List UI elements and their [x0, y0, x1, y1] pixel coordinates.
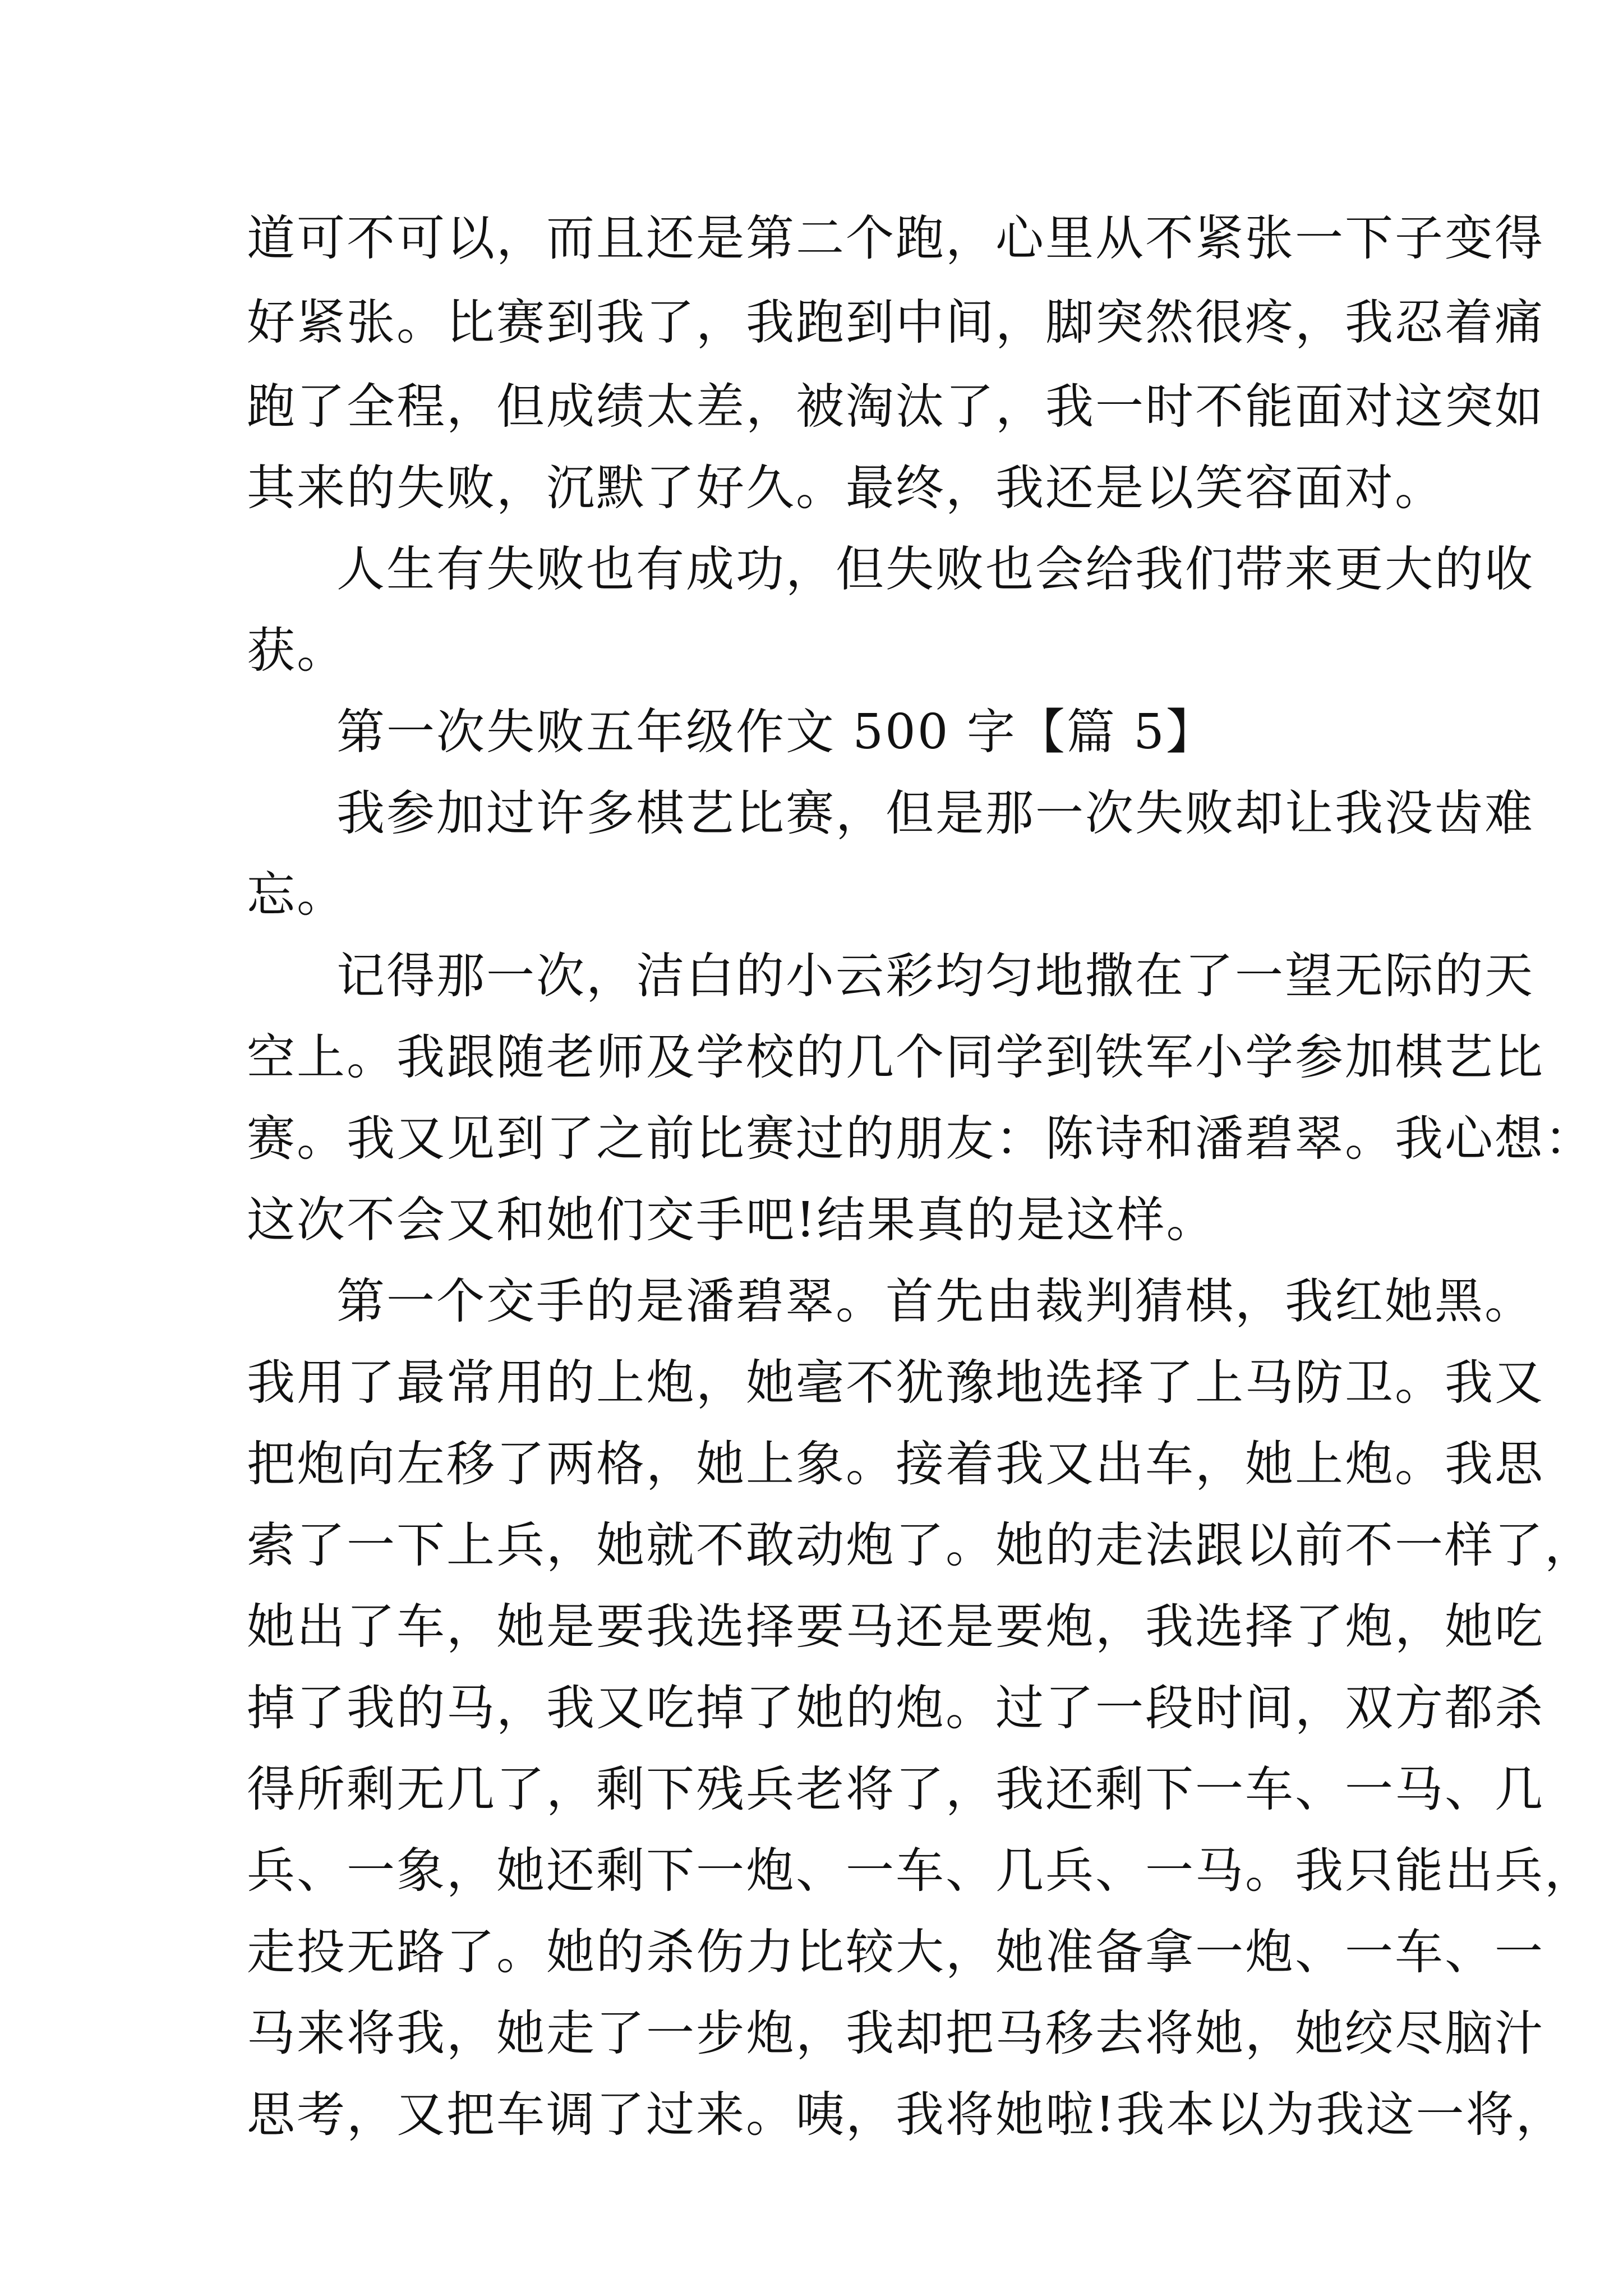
paragraph-line: 第一个交手的是潘碧翠。首先由裁判猜棋，我红她黑。: [336, 1273, 1534, 1329]
paragraph-line: 我用了最常用的上炮，她毫不犹豫地选择了上马防卫。我又: [247, 1355, 1544, 1411]
paragraph-line: 赛。我又见到了之前比赛过的朋友：陈诗和潘碧翠。我心想：: [247, 1111, 1594, 1167]
paragraph-line: 走投无路了。她的杀伤力比较大，她准备拿一炮、一车、一: [247, 1924, 1544, 1980]
paragraph-line: 她出了车，她是要我选择要马还是要炮，我选择了炮，她吃: [247, 1599, 1544, 1655]
paragraph-line: 这次不会又和她们交手吧!结果真的是这样。: [247, 1192, 1216, 1248]
paragraph-line: 获。: [247, 623, 347, 679]
paragraph-line: 思考，又把车调了过来。咦，我将她啦!我本以为我这一将，: [247, 2087, 1566, 2143]
paragraph-line: 掉了我的马，我又吃掉了她的炮。过了一段时间，双方都杀: [247, 1680, 1544, 1736]
paragraph-line: 兵、一象，她还剩下一炮、一车、几兵、一马。我只能出兵，: [247, 1843, 1594, 1899]
section-heading: 第一次失败五年级作文 500 字【篇 5】: [336, 704, 1216, 760]
paragraph-line: 其来的失败，沉默了好久。最终，我还是以笑容面对。: [247, 460, 1445, 516]
paragraph-line: 把炮向左移了两格，她上象。接着我又出车，她上炮。我思: [247, 1436, 1544, 1492]
paragraph-line: 我参加过许多棋艺比赛，但是那一次失败却让我没齿难: [336, 785, 1534, 841]
paragraph-line: 空上。我跟随老师及学校的几个同学到铁军小学参加棋艺比: [247, 1029, 1544, 1085]
paragraph-line: 人生有失败也有成功，但失败也会给我们带来更大的收: [336, 541, 1534, 597]
paragraph-line: 得所剩无几了，剩下残兵老将了，我还剩下一车、一马、几: [247, 1761, 1544, 1818]
paragraph-line: 马来将我，她走了一步炮，我却把马移去将她，她绞尽脑汁: [247, 2005, 1544, 2062]
paragraph-line: 道可不可以，而且还是第二个跑，心里从不紧张一下子变得: [247, 210, 1544, 266]
paragraph-line: 好紧张。比赛到我了，我跑到中间，脚突然很疼，我忍着痛: [247, 295, 1544, 351]
paragraph-line: 跑了全程，但成绩太差，被淘汰了，我一时不能面对这突如: [247, 379, 1544, 435]
paragraph-line: 忘。: [247, 867, 347, 923]
paragraph-line: 记得那一次，洁白的小云彩均匀地撒在了一望无际的天: [336, 948, 1534, 1004]
paragraph-line: 索了一下上兵，她就不敢动炮了。她的走法跟以前不一样了，: [247, 1517, 1594, 1573]
